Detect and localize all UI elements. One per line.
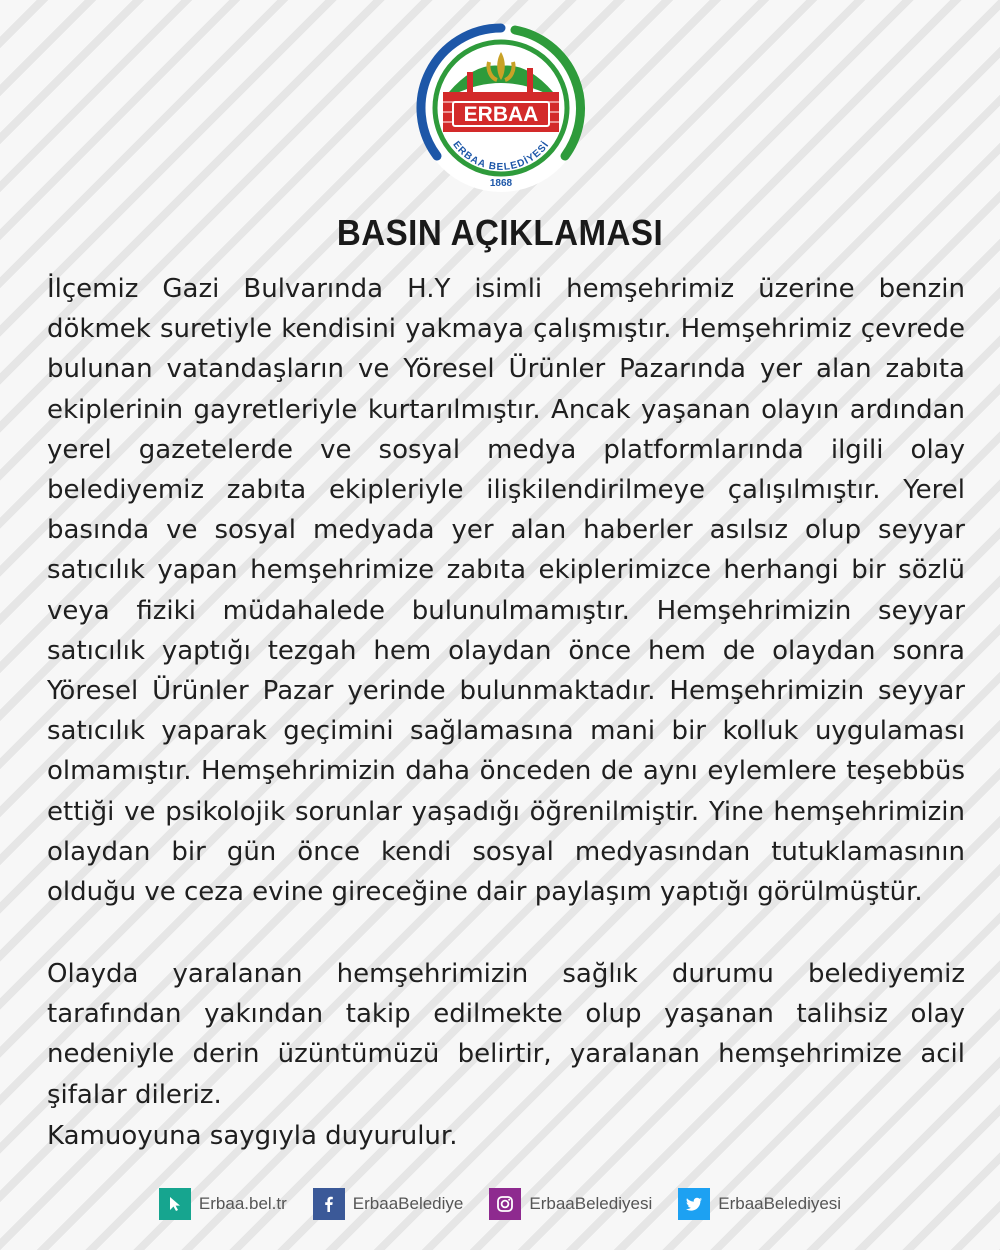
statement-paragraph-2 <box>47 954 965 1115</box>
cursor-icon <box>159 1188 191 1220</box>
paragraph-text: İlçemiz Gazi Bulvarında H.Y isimli hemşehrimiz üzerine benzin dökmek suretiyle kendisini yakmaya çalışmıştır. Hemşehrimiz çevrede bulunan vatandaşların ve Yöresel Ürünler Pazarında yer alan zabıta ekiplerinin gayretleriyle kurtarılmıştır. Ancak yaşanan olayın ardından yerel gazetelerde ve sosyal medya platformlarında ilgili olay belediyemiz zabıta ekipleriyle ilişkilendirilmeye çalışılmıştır. Yerel basında ve sosyal medyada yer alan haberler asılsız olup seyyar satıcılık yapan hemşehrimize zabıta ekiplerimizce herhangi bir sözlü veya fiziki müdahalede bulunulmamıştır. Hemşehrimizin seyyar satıcılık yaptığı tezgah hem olaydan önce hem de olaydan sonra Yöresel Ürünler Pazar yerinde bulunmaktadır. Hemşehrimizin seyyar satıcılık yaparak geçimini sağlamasına mani bir kolluk uygulaması olmamıştır. Hemşehrimizin daha önceden de aynı eylemlere teşebbüs ettiği ve psikolojik sorunlar yaşadığı öğrenilmiştir. Yine hemşehrimizin olaydan bir gün önce kendi sosyal medyasından tutuklamasının olduğu ve ceza evine gireceğine dair paylaşım yaptığı görülmüştür. <box>47 274 965 908</box>
logo-year: 1868 <box>489 178 513 189</box>
twitter-link[interactable] <box>678 1188 841 1220</box>
logo-ring-text: ERBAA BELEDİYESİ <box>450 139 552 173</box>
facebook-icon <box>313 1188 345 1220</box>
facebook-link[interactable] <box>313 1188 464 1220</box>
erbaa-municipality-logo <box>415 22 587 194</box>
logo-name-text: ERBAA <box>463 103 539 126</box>
website-label: Erbaa.bel.tr <box>198 1194 287 1213</box>
website-link[interactable] <box>159 1188 287 1220</box>
twitter-label: ErbaaBelediyesi <box>718 1194 842 1213</box>
instagram-icon <box>489 1188 521 1220</box>
facebook-label: ErbaaBelediye <box>352 1194 464 1213</box>
statement-paragraph-1 <box>47 269 965 912</box>
twitter-icon <box>678 1188 710 1220</box>
page-title: BASIN AÇIKLAMASI <box>336 212 664 253</box>
instagram-link[interactable] <box>489 1188 652 1220</box>
closing-text: Kamuoyuna saygıyla duyurulur. <box>47 1121 458 1151</box>
social-footer <box>0 1184 1000 1224</box>
paragraph-text: Olayda yaralanan hemşehrimizin sağlık durumu belediyemiz tarafından yakından takip edilmekte olup yaşanan talihsiz olay nedeniyle derin üzüntümüzü belirtir, yaralanan hemşehrimize acil şifalar dileriz. <box>47 959 965 1110</box>
statement-closing <box>47 1116 965 1156</box>
instagram-label: ErbaaBelediyesi <box>529 1194 653 1213</box>
